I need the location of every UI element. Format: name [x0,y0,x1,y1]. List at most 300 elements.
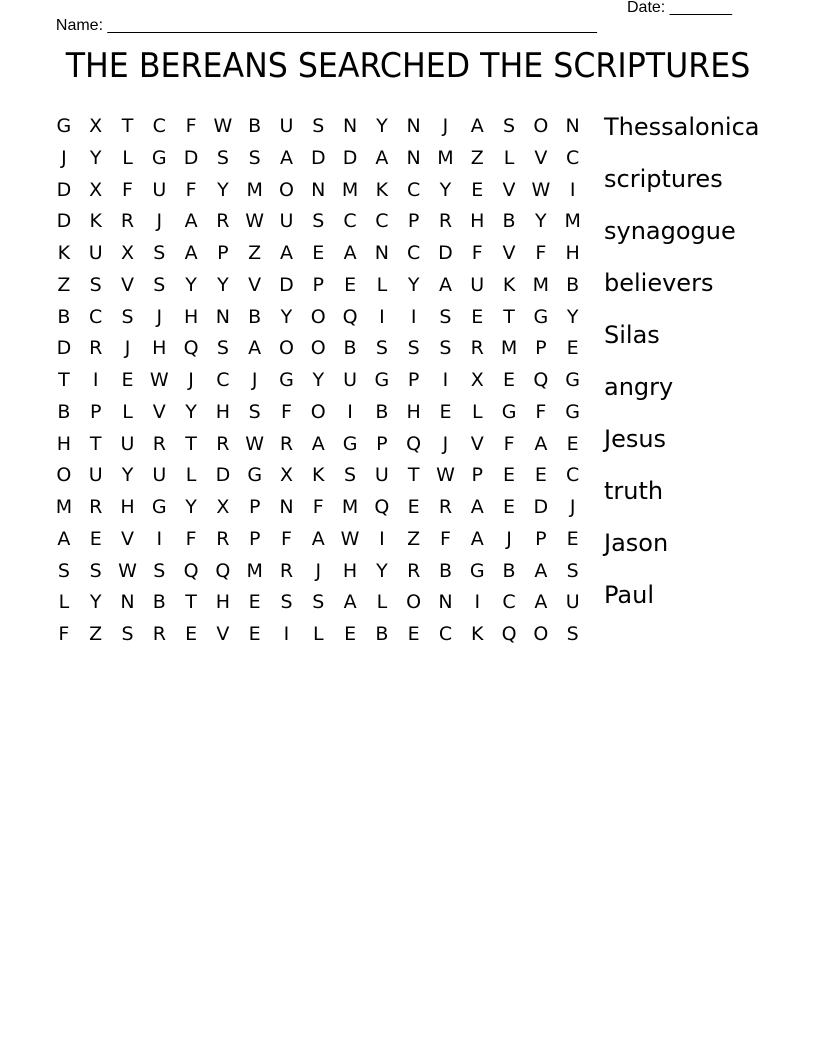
grid-cell: S [503,115,516,137]
grid-cell: U [279,115,294,137]
word-list-item: scriptures [604,165,723,193]
grid-cell: O [406,591,422,614]
grid-cell: N [438,591,453,614]
grid-cell: Y [407,273,420,296]
grid-cell: E [248,623,261,645]
grid-cell: W [213,115,233,137]
grid-cell: M [246,559,263,582]
grid-cell: M [532,273,550,296]
word-list-item: believers [604,269,714,297]
grid-cell: C [89,305,103,328]
grid-cell: T [185,591,197,614]
grid-cell: Y [89,146,102,169]
grid-cell: L [376,273,388,296]
grid-cell: O [310,337,326,360]
grid-cell: C [502,591,516,614]
grid-cell: F [58,623,70,645]
grid-cell: B [248,305,262,328]
grid-cell: S [566,559,579,582]
grid-cell: S [439,305,452,328]
grid-cell: T [503,305,515,328]
grid-cell: A [470,115,484,137]
date-field-line: Date: _______ [627,0,732,16]
grid-cell: P [248,496,261,518]
grid-cell: B [502,559,516,582]
grid-cell: H [56,432,72,455]
grid-cell: X [120,242,134,264]
grid-cell: R [152,623,166,645]
grid-cell: S [121,305,134,328]
grid-cell: J [442,432,449,455]
grid-cell: U [120,432,135,455]
grid-cell: X [89,178,103,201]
grid-cell: S [248,400,261,423]
grid-cell: E [344,623,357,645]
grid-cell: C [343,210,357,233]
grid-cell: F [471,242,483,264]
grid-cell: N [406,146,421,169]
grid-cell: U [88,242,103,264]
grid-cell: U [565,591,580,614]
grid-cell: G [151,146,167,169]
grid-cell: M [341,178,359,201]
grid-cell: R [89,496,103,518]
grid-cell: L [58,591,70,614]
grid-cell: G [342,432,358,455]
grid-cell: T [121,115,134,137]
grid-cell: G [501,400,517,423]
grid-cell: O [533,623,549,645]
word-list-item: truth [604,477,664,505]
grid-cell: E [503,464,516,487]
grid-cell: R [438,210,453,233]
grid-cell: Y [376,559,388,582]
grid-cell: O [278,337,294,360]
grid-cell: R [407,559,421,582]
grid-cell: R [279,559,294,582]
grid-cell: A [343,242,357,264]
grid-cell: A [375,146,389,169]
grid-cell: Y [89,591,102,614]
grid-cell: O [56,464,72,487]
grid-cell: F [312,496,324,518]
grid-cell: T [185,432,197,455]
grid-cell: Z [407,527,421,550]
grid-cell: S [439,337,452,360]
grid-cell: V [120,527,134,550]
grid-cell: K [57,242,71,264]
grid-cell: A [184,242,198,264]
grid-cell: M [246,178,263,201]
grid-cell: I [347,400,353,423]
grid-cell: S [216,337,229,360]
grid-cell: G [374,369,390,391]
grid-cell: S [312,210,325,233]
grid-cell: R [216,527,230,550]
grid-cell: C [152,115,166,137]
grid-cell: G [469,559,485,582]
grid-cell: F [439,527,451,550]
grid-cell: E [503,496,516,518]
grid-cell: J [124,337,131,360]
grid-cell: I [379,305,385,328]
grid-cell: D [310,146,326,169]
grid-cell: S [407,337,420,360]
grid-cell: S [280,591,293,614]
grid-cell: B [57,400,71,423]
grid-cell: J [506,527,512,550]
grid-cell: H [470,210,485,233]
grid-cell: V [120,273,134,296]
grid-cell: D [342,146,358,169]
grid-cell: N [406,115,421,137]
grid-cell: E [312,242,325,264]
grid-cell: A [343,591,357,614]
grid-cell: A [534,432,548,455]
grid-cell: E [407,623,420,645]
grid-cell: N [311,178,326,201]
grid-cell: G [56,115,72,137]
grid-cell: T [89,432,102,455]
grid-cell: Z [470,146,484,169]
word-list-item: Paul [604,581,654,609]
grid-cell: P [407,210,420,233]
grid-cell: P [535,527,547,550]
grid-cell: E [439,400,452,423]
grid-cell: G [247,464,263,487]
grid-cell: V [248,273,262,296]
grid-cell: M [55,496,73,518]
grid-cell: I [474,591,481,614]
grid-cell: W [531,178,551,201]
grid-cell: R [216,432,230,455]
grid-cell: B [152,591,166,614]
word-list-item: Jason [604,529,669,557]
word-list-item: Silas [604,321,660,349]
word-list-item: Jesus [604,425,667,453]
grid-cell: M [500,337,518,360]
grid-cell: P [471,464,483,487]
grid-cell: Y [217,178,229,201]
grid-cell: S [57,559,70,582]
grid-cell: S [216,146,229,169]
grid-cell: R [216,210,230,233]
grid-cell: S [121,623,134,645]
grid-cell: E [407,496,420,518]
grid-cell: I [379,527,385,550]
grid-cell: A [438,273,452,296]
grid-cell: H [215,591,231,614]
grid-cell: H [152,337,167,360]
grid-cell: E [534,464,547,487]
grid-cell: W [436,464,455,487]
grid-cell: N [565,115,580,137]
grid-cell: U [343,369,358,391]
grid-cell: I [156,527,163,550]
grid-cell: J [251,369,258,391]
grid-cell: S [344,464,357,487]
grid-cell: J [188,369,194,391]
grid-cell: C [438,623,453,645]
grid-cell: E [248,591,261,614]
grid-cell: E [566,527,579,550]
grid-cell: W [245,210,265,233]
grid-cell: N [374,242,389,264]
grid-cell: S [375,337,388,360]
word-list-item: synagogue [604,217,736,245]
grid-cell: V [534,146,548,169]
grid-cell: E [344,273,357,296]
grid-cell: F [535,400,547,423]
grid-cell: D [438,242,453,264]
grid-cell: P [535,337,547,360]
grid-cell: C [566,146,580,169]
grid-cell: J [442,115,449,137]
grid-cell: E [503,369,516,391]
grid-cell: S [566,623,579,645]
grid-cell: S [312,591,325,614]
grid-cell: N [215,305,230,328]
grid-cell: Q [342,305,358,328]
grid-cell: A [57,527,71,550]
grid-cell: U [374,464,389,487]
grid-cell: Q [183,559,199,582]
grid-cell: L [376,591,388,614]
grid-cell: U [88,464,103,487]
grid-cell: K [375,178,389,201]
grid-cell: A [311,527,325,550]
grid-cell: I [92,369,99,391]
grid-cell: M [564,210,581,233]
grid-cell: P [217,242,229,264]
grid-cell: Y [280,305,293,328]
grid-cell: H [120,496,135,518]
grid-cell: K [312,464,325,487]
grid-cell: S [248,146,261,169]
grid-cell: U [152,178,167,201]
grid-cell: K [89,210,102,233]
grid-cell: O [310,400,326,423]
grid-cell: A [279,242,293,264]
grid-cell: J [156,210,163,233]
grid-cell: K [502,273,516,296]
grid-cell: W [245,432,265,455]
grid-cell: P [376,432,388,455]
grid-cell: U [279,210,294,233]
grid-cell: P [89,400,102,423]
grid-cell: L [122,146,133,169]
grid-cell: V [502,178,516,201]
grid-cell: V [470,432,484,455]
grid-cell: A [248,337,262,360]
grid-cell: Q [183,337,199,360]
grid-cell: R [120,210,135,233]
grid-cell: F [281,527,292,550]
grid-cell: L [503,146,515,169]
grid-cell: E [121,369,134,391]
grid-cell: R [152,432,166,455]
grid-cell: R [470,337,484,360]
grid-cell: X [89,115,103,137]
grid-cell: K [471,623,484,645]
grid-cell: D [279,273,294,296]
grid-cell: S [312,115,325,137]
grid-cell: V [152,400,166,423]
grid-cell: Z [89,623,103,645]
grid-cell: F [122,178,133,201]
grid-cell: X [279,464,293,487]
grid-cell: F [185,115,197,137]
grid-cell: T [58,369,70,391]
grid-cell: F [185,178,197,201]
grid-cell: Q [501,623,517,645]
grid-cell: F [185,527,197,550]
grid-cell: P [312,273,324,296]
grid-cell: L [185,464,197,487]
grid-cell: A [470,527,484,550]
grid-cell: H [565,242,580,264]
grid-cell: I [569,178,576,201]
page-title: THE BEREANS SEARCHED THE SCRIPTURES [65,46,751,86]
grid-cell: S [153,273,166,296]
grid-cell: S [153,559,166,582]
grid-cell: W [118,559,137,582]
grid-cell: C [216,369,230,391]
grid-cell: B [566,273,580,296]
grid-cell: N [120,591,135,614]
grid-cell: S [89,559,102,582]
grid-cell: U [470,273,485,296]
grid-cell: E [566,432,579,455]
grid-cell: V [502,242,516,264]
grid-cell: C [566,464,580,487]
word-list [604,108,759,628]
grid-cell: J [315,559,322,582]
grid-cell: B [57,305,71,328]
grid-cell: G [565,400,581,423]
grid-cell: A [534,559,548,582]
grid-cell: E [471,178,484,201]
grid-cell: D [56,210,72,233]
grid-cell: O [278,178,294,201]
grid-cell: G [151,496,167,518]
grid-cell: N [279,496,294,518]
letter-grid [48,111,589,651]
grid-cell: X [470,369,484,391]
grid-cell: A [534,591,548,614]
grid-cell: E [471,305,484,328]
grid-cell: D [183,146,199,169]
grid-cell: Y [121,464,134,487]
grid-cell: B [375,400,389,423]
grid-cell: D [533,496,549,518]
grid-cell: L [312,623,324,645]
grid-cell: G [533,305,549,328]
grid-cell: J [569,496,576,518]
grid-cell: C [407,178,421,201]
grid-cell: I [283,623,290,645]
grid-cell: A [470,496,484,518]
grid-cell: J [61,146,67,169]
grid-cell: W [149,369,169,391]
grid-cell: B [248,115,262,137]
grid-cell: W [340,527,360,550]
grid-cell: Y [312,369,325,391]
grid-cell: F [281,400,292,423]
grid-cell: E [566,337,579,360]
grid-cell: D [215,464,231,487]
grid-cell: H [406,400,421,423]
grid-cell: S [89,273,102,296]
grid-cell: P [248,527,261,550]
grid-cell: Y [185,273,197,296]
grid-cell: R [279,432,294,455]
grid-cell: A [311,432,325,455]
grid-cell: Q [533,369,549,391]
word-list-item: angry [604,373,674,401]
grid-cell: U [152,464,167,487]
grid-cell: G [279,369,294,391]
grid-cell: F [535,242,547,264]
grid-cell: R [438,496,453,518]
grid-cell: P [407,369,420,391]
word-list-item: Thessalonica [604,113,760,141]
grid-cell: T [407,464,420,487]
grid-cell: H [342,559,358,582]
grid-cell: I [442,369,449,391]
grid-cell: I [410,305,417,328]
grid-cell: G [565,369,581,391]
grid-cell: E [89,527,102,550]
grid-cell: Y [566,305,579,328]
grid-cell: Y [376,115,388,137]
grid-cell: Q [406,432,422,455]
grid-cell: A [279,146,293,169]
grid-cell: Y [217,273,229,296]
grid-cell: M [437,146,454,169]
grid-cell: R [89,337,103,360]
grid-cell: V [216,623,230,645]
grid-cell: H [215,400,231,423]
grid-cell: O [533,115,549,137]
grid-cell: C [375,210,389,233]
grid-cell: Q [215,559,231,582]
grid-cell: Z [248,242,262,264]
grid-cell: B [343,337,357,360]
grid-cell: H [183,305,199,328]
grid-cell: E [185,623,198,645]
grid-cell: S [153,242,166,264]
grid-cell: Y [439,178,452,201]
name-field-line: Name: _______________________________________________________ [55,17,597,34]
grid-cell: D [56,337,72,360]
grid-cell: Y [535,210,547,233]
grid-cell: J [156,305,163,328]
grid-cell: C [407,242,421,264]
grid-cell: N [342,115,358,137]
grid-cell: Z [57,273,71,296]
grid-cell: L [471,400,483,423]
grid-cell: Q [374,496,390,518]
grid-cell: D [56,178,72,201]
grid-cell: X [216,496,230,518]
grid-cell: O [310,305,326,328]
grid-cell: Y [185,400,197,423]
grid-cell: B [438,559,452,582]
grid-cell: M [341,496,359,518]
grid-cell: B [502,210,516,233]
grid-cell: A [184,210,198,233]
